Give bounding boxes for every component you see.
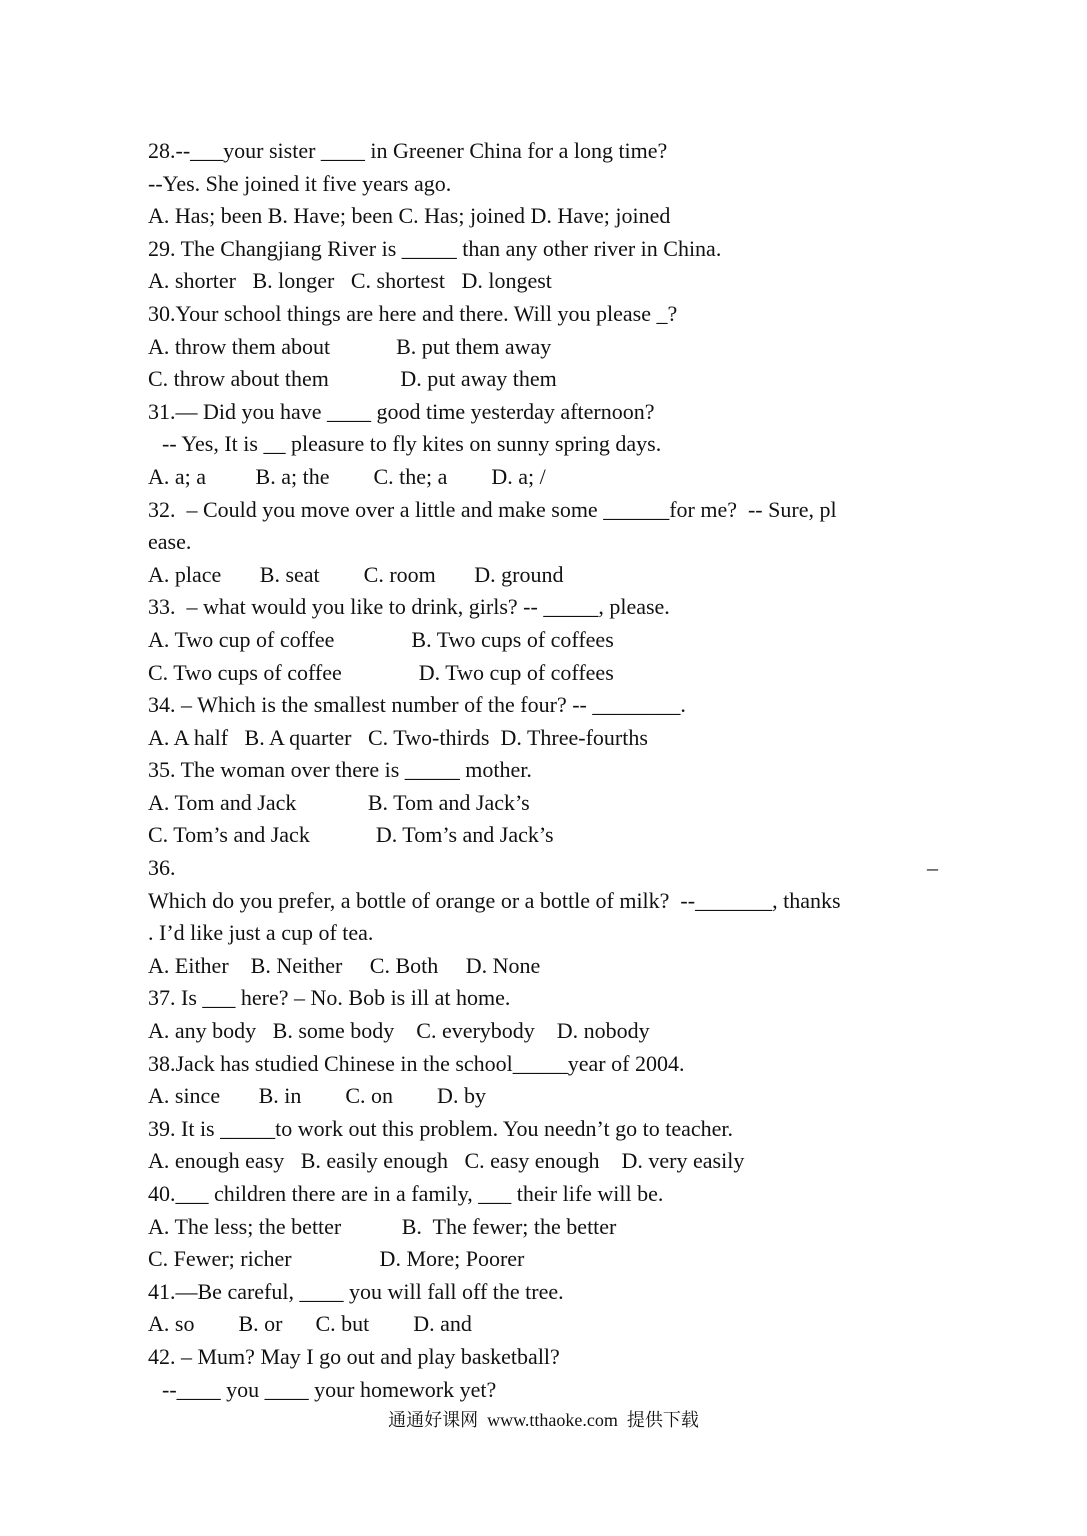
question-31-options: A. a; a B. a; the C. the; a D. a; / (148, 463, 546, 489)
question-30-stem: 30.Your school things are here and there. Will you please _? (148, 300, 678, 326)
question-40-stem: 40.___ children there are in a family, ___ their life will be. (148, 1181, 664, 1206)
question-39-stem: 39. It is _____to work out this problem. You needn’t go to teacher. (148, 1115, 733, 1141)
question-37-options: A. any body B. some body C. everybody D. nobody (148, 1018, 650, 1044)
question-42-stem: 42. – Mum? May I go out and play basketball? (148, 1343, 560, 1369)
question-36-number: 36. (148, 855, 176, 881)
question-36-stem-wrap: . I’d like just a cup of tea. (148, 920, 374, 946)
question-38-stem: 38.Jack has studied Chinese in the school_____year of 2004. (148, 1050, 685, 1076)
question-41-options: A. so B. or C. but D. and (148, 1311, 472, 1337)
page-footer: 通通好课网 www.tthaoke.com 提供下载 (388, 1410, 699, 1430)
question-30-options-cd: C. throw about them D. put away them (148, 366, 557, 392)
question-32-stem: 32. – Could you move over a little and make some ______for me? -- Sure, pl (148, 496, 837, 522)
question-40-options-ab: A. The less; the better B. The fewer; the better (148, 1213, 617, 1239)
question-38-options: A. since B. in C. on D. by (148, 1083, 486, 1109)
question-41-stem: 41.—Be careful, ____ you will fall off the tree. (148, 1278, 564, 1304)
question-40-options-cd: C. Fewer; richer D. More; Poorer (148, 1246, 525, 1272)
question-32-options: A. place B. seat C. room D. ground (148, 561, 564, 587)
question-30-options-ab: A. throw them about B. put them away (148, 333, 552, 359)
question-39-options: A. enough easy B. easily enough C. easy enough D. very easily (148, 1148, 745, 1174)
question-36-dash: – (927, 855, 938, 881)
question-36-number-line (148, 852, 938, 885)
question-32-stem-wrap: ease. (148, 529, 192, 555)
question-36-stem: Which do you prefer, a bottle of orange or a bottle of milk? --_______, thanks (148, 887, 841, 913)
question-29-options: A. shorter B. longer C. shortest D. longest (148, 268, 552, 294)
question-list (148, 135, 938, 1406)
question-35-options-cd: C. Tom’s and Jack D. Tom’s and Jack’s (148, 822, 554, 848)
question-36-options: A. Either B. Neither C. Both D. None (148, 952, 541, 978)
question-28-stem: 28.--___your sister ____ in Greener China for a long time? (148, 138, 668, 163)
question-37-stem: 37. Is ___ here? – No. Bob is ill at home. (148, 985, 511, 1011)
question-35-stem: 35. The woman over there is _____ mother. (148, 757, 532, 783)
question-28-reply: --Yes. She joined it five years ago. (148, 170, 452, 196)
question-31-reply: -- Yes, It is __ pleasure to fly kites on sunny spring days. (162, 431, 662, 457)
question-28-options: A. Has; been B. Have; been C. Has; joined D. Have; joined (148, 203, 671, 229)
question-31-stem: 31.— Did you have ____ good time yesterday afternoon? (148, 398, 655, 424)
question-34-stem: 34. – Which is the smallest number of the four? -- ________. (148, 692, 686, 718)
question-34-options: A. A half B. A quarter C. Two-thirds D. Three-fourths (148, 724, 648, 750)
question-33-options-ab: A. Two cup of coffee B. Two cups of coffees (148, 626, 614, 652)
question-35-options-ab: A. Tom and Jack B. Tom and Jack’s (148, 789, 530, 815)
question-42-reply: --____ you ____ your homework yet? (162, 1376, 497, 1402)
question-29-stem: 29. The Changjiang River is _____ than any other river in China. (148, 235, 722, 261)
question-33-options-cd: C. Two cups of coffee D. Two cup of coffees (148, 659, 614, 685)
question-33-stem: 33. – what would you like to drink, girls? -- _____, please. (148, 594, 670, 620)
